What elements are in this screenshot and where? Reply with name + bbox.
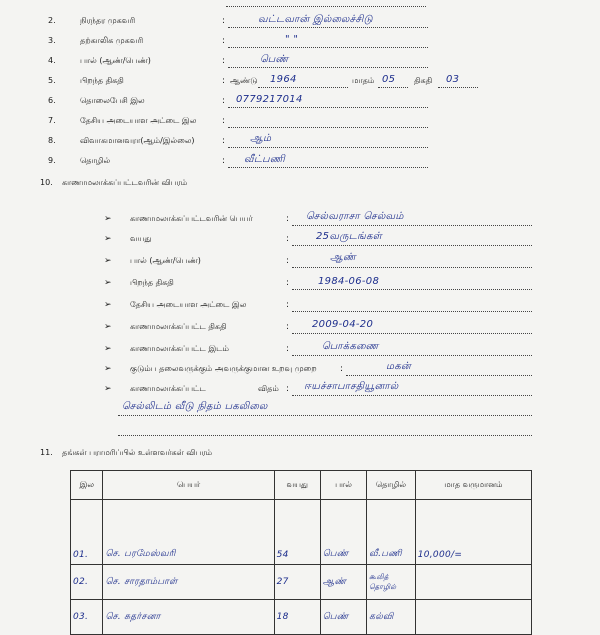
table-cell[interactable]: 18 (276, 612, 289, 622)
field-label: பிறந்த திகதி (80, 76, 124, 85)
field-number: 3. (48, 36, 56, 45)
missing-row-place: ➢ காணாமலாக்கப்பட்ட இடம் : பொக்கணை (0, 344, 600, 364)
cut-off-line (226, 6, 426, 7)
month-label: மாதம் (352, 76, 375, 85)
field-label: தொலைபேசி இல (80, 96, 145, 105)
arrow-bullet-icon: ➢ (104, 384, 112, 394)
field-label: தொழில் (80, 156, 111, 165)
year-label: ஆண்டு (230, 76, 258, 85)
field-number: 2. (48, 16, 56, 25)
missing-row-name: ➢ காணாமலாக்கப்பட்டவரின் பெயர் : செல்வராசா செல்வம் (0, 214, 600, 234)
table-cell[interactable]: 10,000/= (417, 550, 463, 560)
field-value[interactable]: 2009-04-20 (312, 319, 374, 330)
section-11-heading (0, 448, 600, 468)
field-label: நிரந்தர முகவரி (80, 16, 136, 25)
column-header: பெயர் (103, 471, 274, 500)
arrow-bullet-icon: ➢ (104, 214, 112, 224)
field-number: 5. (48, 76, 56, 85)
day-label: திகதி (414, 76, 433, 85)
field-label: தேசிய அடையாள அட்டை இல (130, 300, 247, 309)
field-value[interactable]: 1984-06-08 (318, 276, 380, 287)
table-cell[interactable]: 01. (73, 550, 89, 560)
missing-row-relationship: ➢ குடும்ப தலைவருக்கும் அவருக்குமான உறவு முறை : மகன் (0, 364, 600, 384)
missing-row-dob: ➢ பிறந்த திகதி : 1984-06-08 (0, 278, 600, 298)
field-label: விதம் (258, 384, 279, 393)
table-cell[interactable]: 03. (73, 612, 89, 622)
field-label: காணாமலாக்கப்பட்ட திகதி (130, 322, 227, 331)
column-header: தொழில் (367, 471, 416, 500)
missing-row-missing-date: ➢ காணாமலாக்கப்பட்ட திகதி : 2009-04-20 (0, 322, 600, 342)
table-cell[interactable]: 54 (276, 550, 289, 560)
dob-year-value[interactable]: 1964 (270, 74, 297, 85)
table-cell[interactable]: கூலித் தொழில் (369, 573, 397, 591)
field-number: 8. (48, 136, 56, 145)
field-label: பால் (ஆண்/பெண்) (80, 56, 151, 65)
field-label: காணாமலாக்கப்பட்ட இடம் (130, 344, 229, 353)
arrow-bullet-icon: ➢ (104, 234, 112, 244)
table-row (71, 500, 532, 565)
table-cell[interactable]: செ. சுதர்சனா (105, 611, 161, 622)
column-header: வயது (274, 471, 320, 500)
missing-row-nic: ➢ தேசிய அடையாள அட்டை இல : (0, 300, 600, 320)
missing-extra-line (0, 401, 600, 424)
field-number: 6. (48, 96, 56, 105)
table-header-row (71, 471, 532, 500)
dependents-table (70, 470, 532, 635)
field-row-phone: 6. தொலைபேசி இல : 0779217014 (0, 96, 600, 116)
field-value[interactable]: பெண் (260, 54, 289, 65)
field-value[interactable]: 25வருடங்கள் (316, 231, 383, 242)
section-number: 10. (40, 178, 53, 187)
field-label: குடும்ப தலைவருக்கும் அவருக்குமான உறவு முறை (130, 364, 317, 373)
missing-row-sex: ➢ பால் (ஆண்/பெண்) : ஆண் (0, 256, 600, 276)
table-cell[interactable]: கல்வி (369, 611, 394, 622)
field-value[interactable]: செல்வராசா செல்வம் (306, 211, 404, 222)
field-value[interactable]: மகன் (386, 361, 412, 372)
field-row-temporary-address: 3. தற்காலிக முகவரி : " " (0, 36, 600, 56)
arrow-bullet-icon: ➢ (104, 364, 112, 374)
column-header: இல (71, 471, 103, 500)
dob-month-value[interactable]: 05 (382, 74, 396, 85)
arrow-bullet-icon: ➢ (104, 300, 112, 310)
field-row-occupation: 9. தொழில் : வீட்பணி (0, 156, 600, 176)
section-10-heading (0, 178, 600, 198)
field-row-permanent-address: 2. நிரந்தர முகவரி : வட்டவான் இல்லைச்சிடு (0, 16, 600, 36)
field-value[interactable]: ஆண் (330, 252, 356, 263)
table-cell[interactable]: வீ.பணி (369, 549, 402, 559)
missing-row-manner: ➢ காணாமலாக்கப்பட்ட விதம் : ஈயச்சாபாசதியூனால் (0, 384, 600, 404)
table-cell[interactable]: 27 (276, 577, 289, 587)
arrow-bullet-icon: ➢ (104, 322, 112, 332)
field-row-sex: 4. பால் (ஆண்/பெண்) : பெண் (0, 56, 600, 76)
field-label: வயது (130, 234, 152, 243)
field-number: 4. (48, 56, 56, 65)
field-label: பால் (ஆண்/பெண்) (130, 256, 201, 265)
field-value[interactable]: ஆம் (250, 133, 272, 144)
field-value[interactable]: பொக்கணை (322, 341, 379, 352)
field-label: பிறந்த திகதி (130, 278, 174, 287)
field-value[interactable]: ஈயச்சாபாசதியூனால் (304, 381, 399, 392)
field-row-dob: 5. பிறந்த திகதி : ஆண்டு 1964 மாதம் 05 திகதி 03 (0, 76, 600, 96)
section-number: 11. (40, 448, 53, 457)
field-number: 7. (48, 116, 56, 125)
column-header: மாத வருமானம் (415, 471, 531, 500)
field-label: காணாமலாக்கப்பட்ட (130, 384, 206, 393)
field-label: தற்காலிக முகவரி (80, 36, 144, 45)
field-number: 9. (48, 156, 56, 165)
dob-day-value[interactable]: 03 (446, 74, 460, 85)
table-cell[interactable]: பெண் (322, 549, 349, 559)
table-cell[interactable]: செ. சாரதாம்பாள் (105, 576, 178, 587)
field-row-nic: 7. தேசிய அடையாள அட்டை இல : (0, 116, 600, 136)
field-label: காணாமலாக்கப்பட்டவரின் பெயர் (130, 214, 253, 223)
field-row-married: 8. விவாகமானவரா(ஆம்/இல்லை) : ஆம் (0, 136, 600, 156)
arrow-bullet-icon: ➢ (104, 344, 112, 354)
field-value[interactable]: செல்லிடம் வீடு நிதம் பகலிலை (122, 401, 268, 412)
arrow-bullet-icon: ➢ (104, 278, 112, 288)
missing-blank-line (0, 424, 600, 444)
arrow-bullet-icon: ➢ (104, 256, 112, 266)
missing-row-age: ➢ வயது : 25வருடங்கள் (0, 234, 600, 254)
table-cell[interactable]: செ. பரமேஸ்வரி (105, 549, 176, 559)
field-value[interactable]: வீட்பணி (244, 154, 286, 165)
field-value[interactable]: " " (285, 34, 299, 45)
section-title: காணாமலாக்கப்பட்டவரின் விபரம் (62, 178, 188, 187)
table-row (71, 600, 532, 635)
table-row (71, 565, 532, 600)
table-cell[interactable]: பெண் (322, 611, 349, 622)
field-value[interactable]: வட்டவான் இல்லைச்சிடு (258, 14, 373, 25)
field-label: விவாகமானவரா(ஆம்/இல்லை) (80, 136, 195, 145)
column-header: பால் (320, 471, 366, 500)
table-cell[interactable]: ஆண் (322, 576, 347, 587)
table-cell[interactable]: 02. (73, 577, 89, 587)
field-label: தேசிய அடையாள அட்டை இல (80, 116, 197, 125)
field-value[interactable]: 0779217014 (236, 94, 303, 105)
section-title: தங்கள் பராமரிப்பில் உள்ளவர்கள் விபரம் (62, 448, 213, 457)
